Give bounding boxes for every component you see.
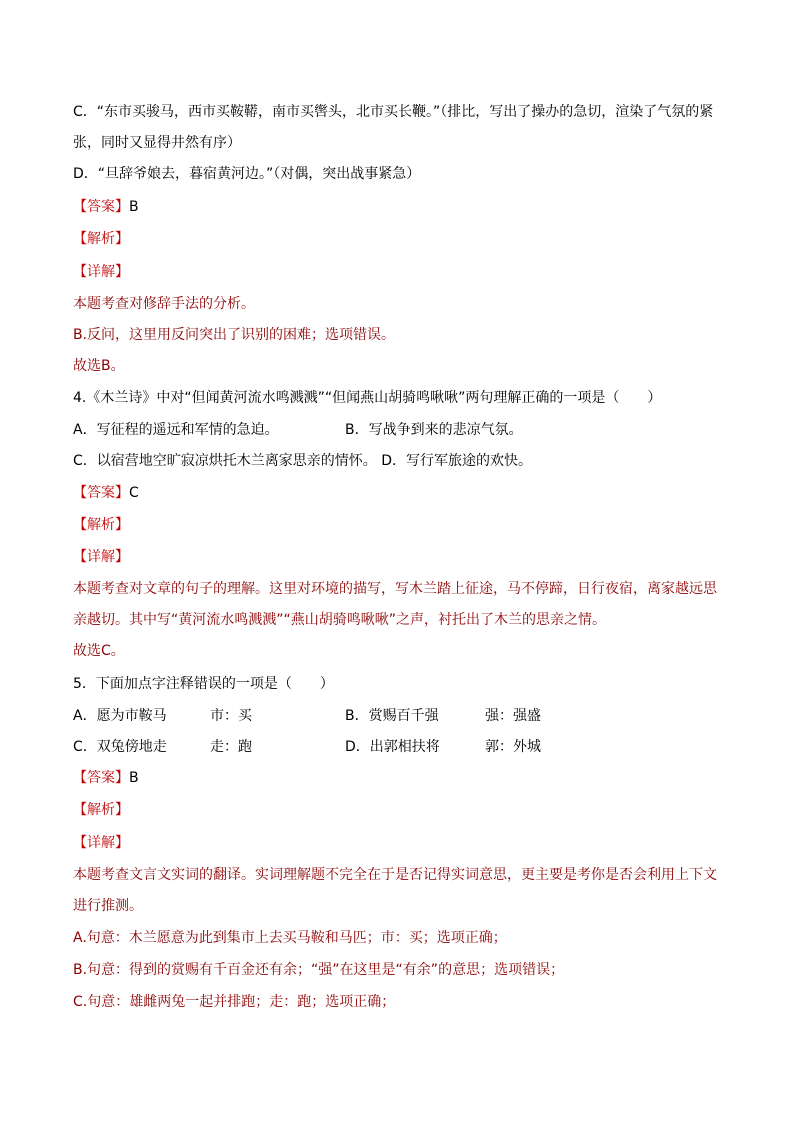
q5-detail-a: A.句意：木兰愿意为此到集市上去买马鞍和马匹；市：买；选项正确；	[73, 930, 507, 946]
q5-detail-b: B.句意：得到的赏赐有千百金还有余；“强”在这里是“有余”的意思；选项错误；	[73, 962, 565, 978]
q3-answer	[73, 197, 734, 217]
q3-option-c-line2: 张，同时又显得井然有序）	[73, 135, 241, 151]
answer-tag: 【答案】	[73, 770, 129, 786]
q5-detail-c: C.句意：雄雌两兔一起并排跑；走：跑；选项正确；	[73, 994, 396, 1010]
q5-detail-1: 本题考查文言文实词的翻译。实词理解题不完全在于是否记得实词意思，更主要是考你是否会利用上下文	[73, 867, 717, 883]
q3-option-d: D．“旦辞爷娘去，暮宿黄河边。”（对偶，突出战事紧急）	[73, 166, 421, 182]
q5-option-d-phrase: D．出郭相扶将	[345, 739, 440, 755]
q4-analysis-tag: 【解析】	[73, 517, 129, 533]
q5-options-row2	[73, 737, 733, 757]
q4-option-b: B．写战争到来的悲凉气氛。	[345, 422, 523, 438]
q4-stem: 4.《木兰诗》中对“但闻黄河流水鸣溅溅”“但闻燕山胡骑鸣啾啾”两句理解正确的一项是（ ）	[73, 390, 662, 406]
q4-answer	[73, 483, 734, 503]
q5-answer	[73, 768, 734, 788]
answer-tag: 【答案】	[73, 485, 129, 501]
q5-option-a-phrase: A．愿为市鞍马	[73, 708, 167, 724]
q5-analysis-tag: 【解析】	[73, 802, 129, 818]
answer-value: C	[129, 485, 139, 501]
q5-detail-tag: 【详解】	[73, 835, 129, 851]
q3-detail-2: B.反问，这里用反问突出了识别的困难；选项错误。	[73, 327, 396, 343]
q5-option-b-phrase: B．赏赐百千强	[345, 708, 439, 724]
q4-option-a: A．写征程的遥远和军情的急迫。	[73, 422, 279, 438]
q4-options-cd: C．以宿营地空旷寂凉烘托木兰离家思亲的情怀。 D．写行军旅途的欢快。	[73, 453, 533, 469]
q5-option-a-gloss: 市：买	[210, 708, 252, 724]
q5-option-b-gloss: 强：强盛	[485, 708, 541, 724]
q3-conclusion: 故选B。	[73, 358, 125, 374]
q5-option-c-phrase: C．双兔傍地走	[73, 739, 167, 755]
q4-conclusion: 故选C。	[73, 643, 125, 659]
q5-options-row1	[73, 706, 733, 726]
q4-detail-tag: 【详解】	[73, 549, 129, 565]
q3-option-c-line1: C．“东市买骏马，西市买鞍鞯，南市买辔头，北市买长鞭。”（排比，写出了操办的急切，渲染了气氛的紧	[73, 104, 714, 120]
q5-stem: 5．下面加点字注释错误的一项是（ ）	[73, 676, 334, 692]
q4-options-ab	[73, 420, 734, 440]
q4-detail-2: 亲越切。其中写“黄河流水鸣溅溅”“燕山胡骑鸣啾啾”之声，衬托出了木兰的思亲之情。	[73, 612, 607, 628]
q3-analysis-tag: 【解析】	[73, 231, 129, 247]
q3-detail-tag: 【详解】	[73, 264, 129, 280]
q4-detail-1: 本题考查对文章的句子的理解。这里对环境的描写，写木兰踏上征途，马不停蹄，日行夜宿，离家越远思	[73, 581, 717, 597]
q5-option-d-gloss: 郭：外城	[485, 739, 541, 755]
q5-detail-2: 进行推测。	[73, 898, 143, 914]
q5-option-c-gloss: 走：跑	[210, 739, 252, 755]
q3-detail-1: 本题考查对修辞手法的分析。	[73, 296, 255, 312]
answer-value: B	[129, 199, 139, 215]
answer-tag: 【答案】	[73, 199, 129, 215]
answer-value: B	[129, 770, 139, 786]
